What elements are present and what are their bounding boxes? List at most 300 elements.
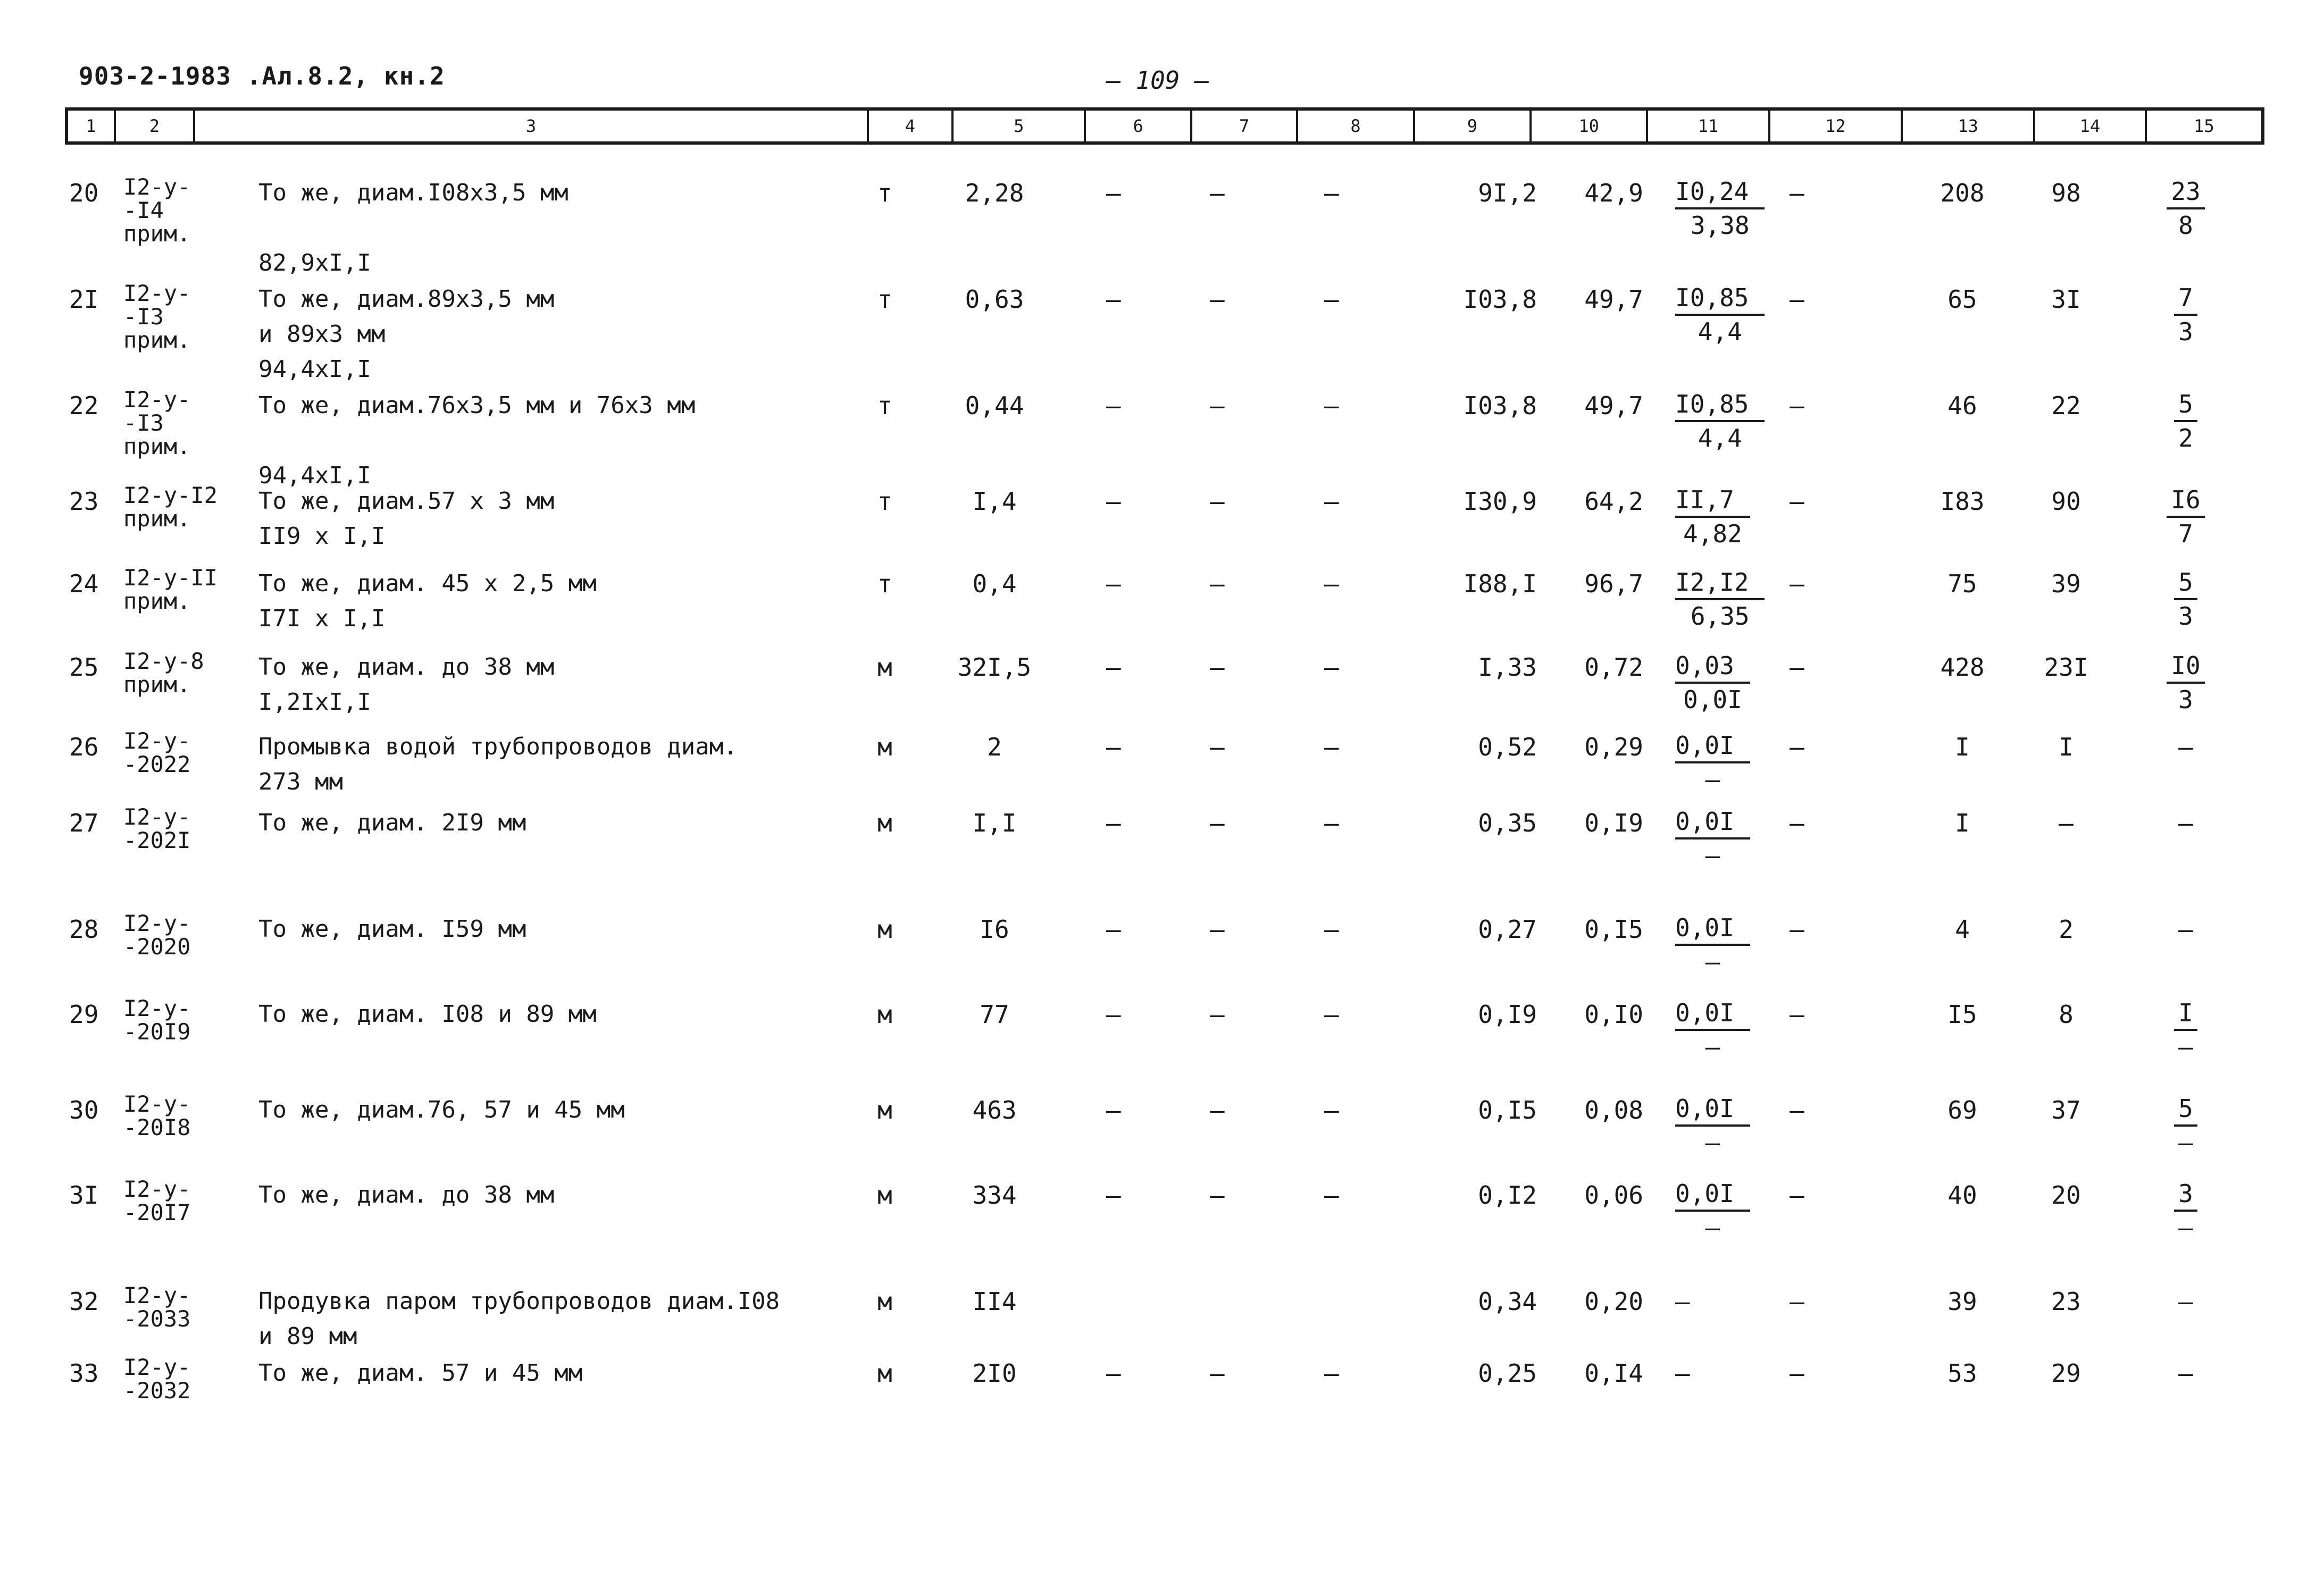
- column-14-value: 90: [2051, 487, 2081, 516]
- work-description-line: То же, диам.89x3,5 мм: [258, 286, 555, 313]
- column-6-value: –: [1106, 915, 1121, 944]
- work-description-line: Промывка водой трубопроводов диам.: [258, 733, 738, 760]
- work-description: [258, 1284, 780, 1354]
- work-description-line: 273 мм: [258, 768, 343, 795]
- column-13-value: 69: [1947, 1096, 1977, 1124]
- column-11-fraction-numerator: 0,0I: [1675, 1178, 1750, 1212]
- column-10-value: 64,2: [1584, 487, 1643, 516]
- column-7-value: –: [1210, 285, 1225, 314]
- quantity: 0,63: [965, 285, 1024, 314]
- column-11-value: [1675, 805, 1750, 873]
- work-description-line: То же, диам. до 38 мм: [258, 1181, 555, 1208]
- column-15-value: –: [2178, 733, 2193, 761]
- work-description-line: и 89x3 мм: [258, 321, 386, 348]
- column-12-value: –: [1790, 179, 1804, 207]
- column-number-15: 15: [2194, 116, 2214, 136]
- column-15-value: –: [2178, 915, 2193, 944]
- norm-code-line: -20I7: [123, 1199, 191, 1225]
- column-15-fraction-numerator: 5: [2174, 1093, 2197, 1127]
- column-15-value: –: [2178, 1287, 2193, 1316]
- column-15-fraction-denominator: 3: [2178, 317, 2193, 346]
- page-number: — 109 —: [1106, 66, 1209, 95]
- column-11-fraction-numerator: 0,0I: [1675, 1093, 1750, 1127]
- column-11-fraction: [1675, 805, 1750, 871]
- column-6-value: –: [1106, 1096, 1121, 1124]
- column-15-fraction-numerator: 5: [2174, 388, 2197, 422]
- norm-code-line: -I4: [123, 197, 164, 223]
- column-11-fraction: [1675, 912, 1750, 978]
- column-15-fraction-numerator: 5: [2174, 566, 2197, 600]
- work-description-line: То же, диам. I08 и 89 мм: [258, 1001, 597, 1028]
- norm-code-line: -2032: [123, 1378, 191, 1404]
- row-number: 25: [69, 653, 99, 682]
- column-number-9: 9: [1415, 111, 1532, 141]
- work-description-line: и 89 мм: [258, 1323, 357, 1350]
- work-description: [258, 997, 597, 1032]
- column-10-value: 0,I0: [1584, 1000, 1643, 1029]
- work-description-line: [258, 423, 695, 458]
- column-11-fraction-denominator: –: [1705, 1128, 1720, 1157]
- column-number-4: 4: [869, 111, 954, 141]
- column-11-value: –: [1675, 1359, 1690, 1388]
- quantity: 0,4: [972, 569, 1017, 598]
- norm-code: [123, 175, 190, 246]
- column-11-fraction-denominator: 3,38: [1690, 211, 1750, 240]
- work-description: [258, 175, 569, 281]
- unit-of-measure: м: [877, 1287, 892, 1316]
- column-10-value: 0,20: [1584, 1287, 1643, 1316]
- column-15-fraction-numerator: I6: [2167, 484, 2204, 518]
- column-9-value: 0,I5: [1478, 1096, 1537, 1124]
- column-8-value: –: [1324, 1359, 1339, 1388]
- column-7-value: –: [1210, 1359, 1225, 1388]
- column-15-fraction-numerator: 7: [2174, 282, 2197, 316]
- work-description: [258, 1178, 554, 1213]
- column-13-value: 40: [1947, 1181, 1977, 1210]
- column-6-value: –: [1106, 809, 1121, 837]
- column-11-fraction-denominator: –: [1705, 1213, 1720, 1242]
- column-11-fraction-numerator: I0,85: [1675, 282, 1765, 316]
- work-description-line: То же, диам. 2I9 мм: [258, 809, 526, 836]
- column-15-value: [2138, 282, 2234, 349]
- column-14-value: 23I: [2044, 653, 2088, 682]
- column-15-fraction: [2174, 997, 2197, 1063]
- column-15-fraction: [2167, 175, 2204, 241]
- column-6-value: –: [1106, 569, 1121, 598]
- column-7-value: –: [1210, 179, 1225, 207]
- row-number: 22: [69, 391, 99, 420]
- quantity: 334: [972, 1181, 1017, 1210]
- unit-of-measure: т: [877, 487, 892, 516]
- column-14-value: 37: [2051, 1096, 2081, 1124]
- column-7-value: –: [1210, 733, 1225, 761]
- unit-of-measure: т: [877, 391, 892, 420]
- column-8-value: –: [1324, 809, 1339, 837]
- norm-code-line: -I3: [123, 410, 164, 436]
- column-15-value: [2138, 388, 2234, 456]
- column-13-value: 4: [1955, 915, 1970, 944]
- quantity: 2,28: [965, 179, 1024, 207]
- column-7-value: –: [1210, 487, 1225, 516]
- column-10-value: 96,7: [1584, 569, 1643, 598]
- column-13-value: 428: [1940, 653, 1985, 682]
- column-11-fraction-numerator: I0,24: [1675, 175, 1765, 209]
- column-9-value: 0,I9: [1478, 1000, 1537, 1029]
- column-14-value: 8: [2059, 1000, 2074, 1029]
- column-14-value: 39: [2051, 569, 2081, 598]
- column-11-fraction-numerator: 0,03: [1675, 650, 1750, 684]
- norm-code-line: I2-у-: [123, 1354, 191, 1380]
- norm-code-line: I2-у-: [123, 174, 191, 200]
- work-description-line: Продувка паром трубопроводов диам.I08: [258, 1288, 780, 1315]
- row-number: 32: [69, 1287, 99, 1316]
- norm-code-line: прим.: [123, 433, 191, 459]
- column-11-fraction-denominator: 4,82: [1683, 519, 1742, 548]
- column-7-value: –: [1210, 653, 1225, 682]
- norm-code-line: прим.: [123, 588, 191, 614]
- norm-code-line: прим.: [123, 221, 191, 247]
- column-11-value: [1675, 729, 1750, 797]
- unit-of-measure: т: [877, 179, 892, 207]
- column-12-value: –: [1790, 1181, 1804, 1210]
- column-11-value: [1675, 650, 1750, 717]
- work-description: [258, 805, 526, 841]
- column-11-fraction-denominator: 0,0I: [1683, 685, 1742, 714]
- column-8-value: –: [1324, 1181, 1339, 1210]
- column-12-value: –: [1790, 733, 1804, 761]
- norm-code-line: I2-у-: [123, 1176, 191, 1202]
- column-7-value: –: [1210, 809, 1225, 837]
- column-14-value: 22: [2051, 391, 2081, 420]
- column-15-fraction-denominator: 3: [2178, 685, 2193, 714]
- column-10-value: 0,08: [1584, 1096, 1643, 1124]
- norm-code: [123, 1178, 190, 1224]
- norm-code-line: -20I8: [123, 1114, 191, 1140]
- column-12-value: –: [1790, 569, 1804, 598]
- quantity: 32I,5: [957, 653, 1032, 682]
- column-11-value: [1675, 912, 1750, 979]
- column-11-fraction: [1675, 650, 1750, 716]
- work-description-line: I7I x I,I: [258, 605, 386, 632]
- column-11-fraction-denominator: –: [1705, 947, 1720, 976]
- unit-of-measure: м: [877, 733, 892, 761]
- column-7-value: –: [1210, 1096, 1225, 1124]
- column-11-fraction: [1675, 484, 1750, 550]
- row-number: 23: [69, 487, 99, 516]
- unit-of-measure: м: [877, 1096, 892, 1124]
- row-number: 27: [69, 809, 99, 837]
- work-description: [258, 1093, 625, 1128]
- column-11-fraction-numerator: 0,0I: [1675, 912, 1750, 946]
- work-description: [258, 388, 695, 493]
- column-9-value: I30,9: [1463, 487, 1537, 516]
- column-15-value: [2138, 1178, 2234, 1245]
- norm-code: [123, 1356, 190, 1403]
- work-description-line: То же, диам. 45 x 2,5 мм: [258, 570, 597, 597]
- norm-code-line: -202I: [123, 827, 191, 853]
- column-8-value: –: [1324, 391, 1339, 420]
- work-description: [258, 650, 554, 720]
- column-15-value: –: [2178, 809, 2193, 837]
- norm-code-line: I2-у-: [123, 280, 191, 306]
- column-15-fraction: [2167, 484, 2204, 550]
- work-description-line: То же, диам.I08x3,5 мм: [258, 179, 569, 206]
- column-8-value: –: [1324, 733, 1339, 761]
- column-15-fraction: [2174, 388, 2197, 454]
- norm-code-line: -I3: [123, 304, 164, 330]
- norm-code-line: I2-у-8: [123, 648, 204, 674]
- column-15-value: [2138, 175, 2234, 243]
- column-10-value: 0,06: [1584, 1181, 1643, 1210]
- column-12-value: –: [1790, 915, 1804, 944]
- column-15-fraction-denominator: –: [2178, 1128, 2193, 1157]
- column-13-value: 65: [1947, 285, 1977, 314]
- row-number: 29: [69, 1000, 99, 1029]
- work-description-line: 94,4xI,I: [258, 356, 371, 383]
- column-8-value: –: [1324, 915, 1339, 944]
- work-description-line: 94,4xI,I: [258, 462, 371, 489]
- column-number-11: 11: [1648, 111, 1770, 141]
- column-15-value: [2138, 484, 2234, 551]
- quantity: II4: [972, 1287, 1017, 1316]
- unit-of-measure: м: [877, 915, 892, 944]
- norm-code-line: I2-у-: [123, 1282, 191, 1308]
- column-10-value: 0,29: [1584, 733, 1643, 761]
- column-14-value: 98: [2051, 179, 2081, 207]
- work-description: [258, 566, 597, 636]
- column-8-value: –: [1324, 285, 1339, 314]
- row-number: 20: [69, 179, 99, 207]
- column-13-value: I: [1955, 733, 1970, 761]
- quantity: 2I0: [972, 1359, 1017, 1388]
- work-description: [258, 282, 554, 387]
- column-10-value: 0,72: [1584, 653, 1643, 682]
- column-15-fraction-numerator: 23: [2167, 175, 2204, 209]
- column-9-value: 0,25: [1478, 1359, 1537, 1388]
- norm-code: [123, 282, 190, 352]
- norm-code-line: -2022: [123, 751, 191, 777]
- column-15-fraction-denominator: –: [2178, 1213, 2193, 1242]
- norm-code: [123, 566, 218, 613]
- column-13-value: 75: [1947, 569, 1977, 598]
- unit-of-measure: м: [877, 809, 892, 837]
- column-10-value: 0,I4: [1584, 1359, 1643, 1388]
- column-11-fraction: [1675, 566, 1765, 632]
- column-14-value: 23: [2051, 1287, 2081, 1316]
- column-11-value: [1675, 484, 1750, 551]
- column-12-value: –: [1790, 1359, 1804, 1388]
- row-number: 30: [69, 1096, 99, 1124]
- column-9-value: I88,I: [1463, 569, 1537, 598]
- quantity: I6: [980, 915, 1009, 944]
- work-description: [258, 912, 526, 947]
- column-8-value: –: [1324, 1096, 1339, 1124]
- work-description-line: [258, 211, 569, 246]
- column-15-fraction-denominator: 7: [2178, 519, 2193, 548]
- work-description-line: То же, диам. 57 и 45 мм: [258, 1359, 583, 1387]
- column-7-value: –: [1210, 1181, 1225, 1210]
- column-11-fraction-numerator: I0,85: [1675, 388, 1765, 422]
- column-number-8: 8: [1298, 111, 1415, 141]
- work-description-line: I,2IxI,I: [258, 689, 371, 716]
- column-12-value: –: [1790, 1000, 1804, 1029]
- column-number-2: 2: [116, 111, 196, 141]
- column-number-10: 10: [1532, 111, 1648, 141]
- column-15-fraction-numerator: 3: [2174, 1178, 2197, 1212]
- norm-code-line: -20I9: [123, 1019, 191, 1045]
- column-10-value: 0,I5: [1584, 915, 1643, 944]
- work-description-line: 82,9xI,I: [258, 249, 371, 276]
- work-description-line: То же, диам.76, 57 и 45 мм: [258, 1096, 625, 1123]
- column-11-value: [1675, 1093, 1750, 1160]
- column-15-value: [2138, 1093, 2234, 1160]
- norm-code-line: I2-у-: [123, 387, 191, 413]
- column-11-value: [1675, 175, 1765, 243]
- column-6-value: –: [1106, 487, 1121, 516]
- column-11-fraction-numerator: 0,0I: [1675, 729, 1750, 763]
- column-number-12: 12: [1770, 111, 1903, 141]
- column-15-value: –: [2178, 1359, 2193, 1388]
- row-number: 26: [69, 733, 99, 761]
- column-14-value: 29: [2051, 1359, 2081, 1388]
- row-number: 3I: [69, 1181, 99, 1210]
- column-15-fraction-denominator: 8: [2178, 211, 2193, 240]
- column-9-value: 0,I2: [1478, 1181, 1537, 1210]
- norm-code-line: -2033: [123, 1306, 191, 1332]
- column-8-value: –: [1324, 569, 1339, 598]
- column-6-value: –: [1106, 1359, 1121, 1388]
- column-11-value: –: [1675, 1287, 1690, 1316]
- norm-code-line: I2-у-I2: [123, 482, 218, 508]
- column-14-value: –: [2059, 809, 2074, 837]
- norm-code: [123, 1284, 190, 1331]
- column-14-value: 2: [2059, 915, 2074, 944]
- column-11-fraction-denominator: 4,4: [1698, 317, 1742, 346]
- column-11-fraction-denominator: –: [1705, 765, 1720, 794]
- norm-code-line: I2-у-: [123, 995, 191, 1021]
- column-number-header: [65, 107, 2264, 145]
- column-10-value: 49,7: [1584, 285, 1643, 314]
- row-number: 2I: [69, 285, 99, 314]
- column-12-value: –: [1790, 1096, 1804, 1124]
- column-6-value: –: [1106, 733, 1121, 761]
- document-code: 903-2-1983 .Ал.8.2, кн.2: [79, 62, 445, 90]
- column-15-value: [2138, 997, 2234, 1064]
- column-15-fraction-denominator: –: [2178, 1032, 2193, 1061]
- column-11-value: [1675, 1178, 1750, 1245]
- column-7-value: –: [1210, 391, 1225, 420]
- quantity: 2: [987, 733, 1002, 761]
- quantity: I,I: [972, 809, 1017, 837]
- column-8-value: –: [1324, 179, 1339, 207]
- column-11-fraction-denominator: 6,35: [1690, 602, 1750, 631]
- norm-code: [123, 729, 190, 776]
- column-8-value: –: [1324, 487, 1339, 516]
- column-12-value: –: [1790, 285, 1804, 314]
- row-number: 24: [69, 569, 99, 598]
- work-description-line: То же, диам.57 x 3 мм: [258, 488, 555, 515]
- column-9-value: 0,52: [1478, 733, 1537, 761]
- column-number-3: 3: [195, 111, 868, 141]
- column-13-value: I5: [1947, 1000, 1977, 1029]
- column-11-value: [1675, 282, 1765, 349]
- norm-code-line: I2-у-: [123, 910, 191, 936]
- norm-code-line: -2020: [123, 934, 191, 960]
- column-11-fraction-denominator: –: [1705, 841, 1720, 870]
- column-11-fraction: [1675, 282, 1765, 348]
- norm-code: [123, 805, 190, 852]
- column-13-value: 208: [1940, 179, 1985, 207]
- column-6-value: –: [1106, 1181, 1121, 1210]
- column-6-value: –: [1106, 1000, 1121, 1029]
- column-12-value: –: [1790, 391, 1804, 420]
- column-7-value: –: [1210, 915, 1225, 944]
- column-11-fraction-denominator: 4,4: [1698, 424, 1742, 452]
- quantity: 0,44: [965, 391, 1024, 420]
- column-13-value: I83: [1940, 487, 1985, 516]
- unit-of-measure: м: [877, 1000, 892, 1029]
- norm-code: [123, 388, 190, 458]
- column-6-value: –: [1106, 653, 1121, 682]
- work-description-line: То же, диам. до 38 мм: [258, 653, 555, 681]
- unit-of-measure: т: [877, 285, 892, 314]
- column-11-fraction-numerator: I2,I2: [1675, 566, 1765, 600]
- column-11-fraction: [1675, 175, 1765, 241]
- column-14-value: 3I: [2051, 285, 2081, 314]
- column-number-13: 13: [1903, 111, 2035, 141]
- column-13-value: 53: [1947, 1359, 1977, 1388]
- work-description-line: То же, диам.76x3,5 мм и 76x3 мм: [258, 392, 696, 419]
- column-7-value: –: [1210, 1000, 1225, 1029]
- column-12-value: –: [1790, 809, 1804, 837]
- column-number-14: 14: [2035, 111, 2146, 141]
- column-15-fraction: [2174, 1178, 2197, 1244]
- quantity: 463: [972, 1096, 1017, 1124]
- norm-code-line: I2-у-: [123, 1091, 191, 1117]
- column-11-fraction-numerator: II,7: [1675, 484, 1750, 518]
- column-number-5: 5: [954, 111, 1086, 141]
- norm-code-line: I2-у-II: [123, 565, 218, 591]
- column-number-7: 7: [1192, 111, 1298, 141]
- column-10-value: 0,I9: [1584, 809, 1643, 837]
- column-11-value: [1675, 997, 1750, 1064]
- column-15-fraction: [2167, 650, 2204, 716]
- column-10-value: 42,9: [1584, 179, 1643, 207]
- column-11-value: [1675, 388, 1765, 456]
- column-9-value: 0,34: [1478, 1287, 1537, 1316]
- column-15-value: [2138, 566, 2234, 634]
- column-8-value: –: [1324, 653, 1339, 682]
- norm-code-line: прим.: [123, 671, 191, 698]
- norm-code-line: I2-у-: [123, 728, 191, 754]
- column-15-fraction-numerator: I0: [2167, 650, 2204, 684]
- column-6-value: –: [1106, 285, 1121, 314]
- column-8-value: –: [1324, 1000, 1339, 1029]
- norm-code: [123, 912, 190, 959]
- column-6-value: –: [1106, 391, 1121, 420]
- column-number-1: 1: [68, 111, 116, 141]
- column-13-value: 39: [1947, 1287, 1977, 1316]
- column-13-value: I: [1955, 809, 1970, 837]
- work-description-line: То же, диам. I59 мм: [258, 916, 526, 943]
- quantity: 77: [980, 1000, 1009, 1029]
- column-14-value: I: [2059, 733, 2074, 761]
- column-11-fraction: [1675, 1093, 1750, 1158]
- column-9-value: 0,35: [1478, 809, 1537, 837]
- column-10-value: 49,7: [1584, 391, 1643, 420]
- column-9-value: I03,8: [1463, 285, 1537, 314]
- unit-of-measure: м: [877, 1359, 892, 1388]
